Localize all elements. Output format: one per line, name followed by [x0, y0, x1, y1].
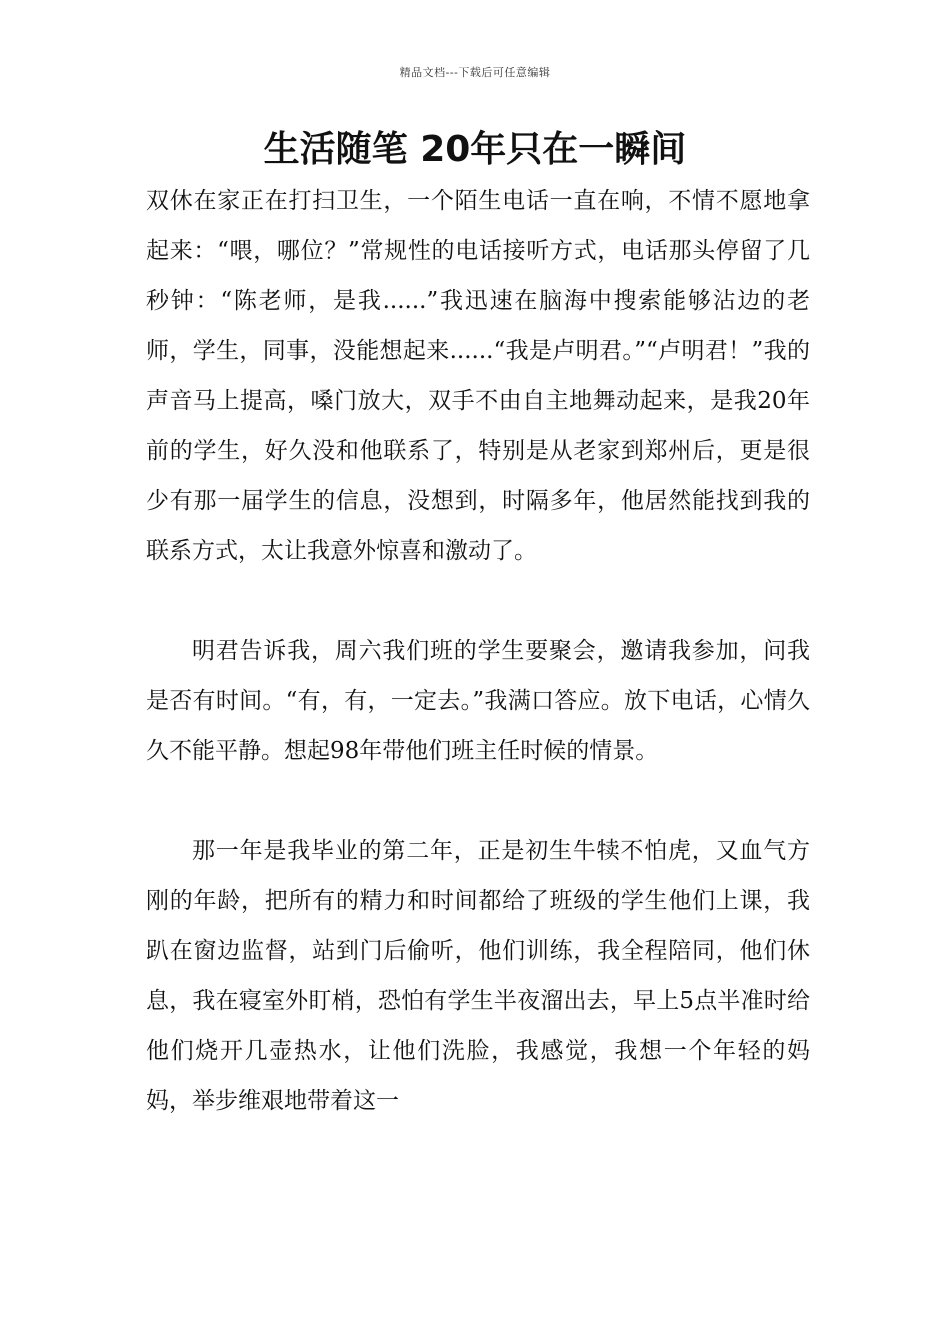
document-title: 生活随笔 20年只在一瞬间 [263, 129, 687, 170]
paragraph-3: 那一年是我毕业的第二年，正是初生牛犊不怕虎，又血气方刚的年龄，把所有的精力和时间都给了班级的学生他们上课，我趴在窗边监督，站到门后偷听，他们训练，我全程陪同，他们休息，我在寝室外盯梢，恐怕有学生半夜溜出去，早上5点半准时给他们烧开几壶热水，让他们洗脸，我感觉，我想一个年轻的妈妈，举步维艰地带着这一 [146, 838, 810, 1114]
paragraph-gap [146, 776, 810, 826]
paragraph-2: 明君告诉我，周六我们班的学生要聚会，邀请我参加，问我是否有时间。“有，有，一定去。”我满口答应。放下电话，心情久久不能平静。想起98年带他们班主任时候的情景。 [146, 638, 810, 764]
document-body [146, 176, 810, 1126]
header-note: 精品文档---下载后可任意编辑 [399, 66, 551, 79]
paragraph-gap [146, 576, 810, 626]
paragraph-1: 双休在家正在打扫卫生，一个陌生电话一直在响，不情不愿地拿起来：“喂，哪位？”常规性的电话接听方式，电话那头停留了几秒钟：“陈老师，是我......”我迅速在脑海中搜索能够沾边的老师，学生，同事，没能想起来......“我是卢明君。”“卢明君！”我的声音马上提高，嗓门放大，双手不由自主地舞动起来，是我20年前的学生，好久没和他联系了，特别是从老家到郑州后，更是很少有那一届学生的信息，没想到，时隔多年，他居然能找到我的联系方式，太让我意外惊喜和激动了。 [146, 188, 810, 564]
